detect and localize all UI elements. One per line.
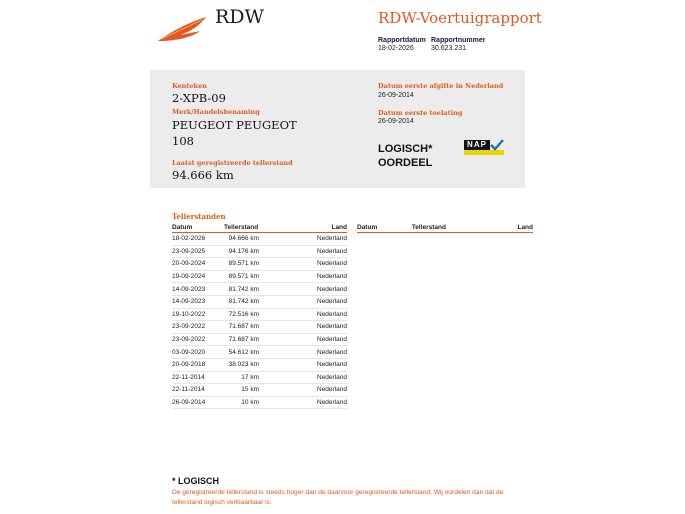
row-country: Nederland xyxy=(259,396,347,409)
column-header-country: Land xyxy=(259,223,347,233)
row-country: Nederland xyxy=(259,371,347,384)
report-number-label: Rapportnummer xyxy=(431,37,486,44)
row-reading: 89.571 km xyxy=(224,258,259,271)
row-country: Nederland xyxy=(259,308,347,321)
row-reading: 94.176 km xyxy=(224,245,259,258)
row-country: Nederland xyxy=(259,384,347,397)
column-header-date: Datum xyxy=(357,223,411,233)
table-row xyxy=(172,321,347,334)
row-reading: 81.742 km xyxy=(224,295,259,308)
report-date-label: Rapportdatum xyxy=(378,37,426,44)
table-row xyxy=(172,358,347,371)
row-reading: 72.516 km xyxy=(224,308,259,321)
row-date: 23-09-2025 xyxy=(172,245,224,258)
first-admission-date: 26-09-2014 xyxy=(378,118,414,125)
row-country: Nederland xyxy=(259,358,347,371)
nap-badge xyxy=(464,140,504,156)
row-reading: 71.687 km xyxy=(224,321,259,334)
table-row xyxy=(172,371,347,384)
row-date: 19-10-2022 xyxy=(172,308,224,321)
row-date: 26-09-2014 xyxy=(172,396,224,409)
plate-label: Kenteken xyxy=(172,82,207,90)
row-date: 14-09-2023 xyxy=(172,283,224,296)
row-reading: 10 km xyxy=(224,396,259,409)
report-date: 18-02-2026 xyxy=(378,45,414,52)
table-row xyxy=(172,245,347,258)
row-date: 23-09-2022 xyxy=(172,321,224,334)
column-header-reading: Tellerstand xyxy=(411,223,446,231)
table-header-row xyxy=(357,223,533,233)
table-row xyxy=(172,283,347,296)
row-country: Nederland xyxy=(259,270,347,283)
report-title: RDW-Voertuigrapport xyxy=(378,9,542,27)
brand-name: RDW xyxy=(215,6,265,28)
odometer-value: 94.666 km xyxy=(172,168,234,182)
table-row xyxy=(172,233,347,246)
row-date: 20-09-2024 xyxy=(172,258,224,271)
row-country: Nederland xyxy=(259,233,347,246)
table-row xyxy=(172,333,347,346)
nap-badge-text: NAP xyxy=(464,140,490,150)
row-reading: 17 km xyxy=(224,371,259,384)
footnote-title: * LOGISCH xyxy=(172,476,220,486)
row-country: Nederland xyxy=(259,258,347,271)
first-nl-label: Datum eerste afgifte in Nederland xyxy=(378,82,504,90)
row-reading: 54.612 km xyxy=(224,346,259,359)
row-reading: 38.023 km xyxy=(224,358,259,371)
table-row xyxy=(172,384,347,397)
row-country: Nederland xyxy=(259,283,347,296)
row-country: Nederland xyxy=(259,245,347,258)
row-country: Nederland xyxy=(259,295,347,308)
row-reading: 81.742 km xyxy=(224,283,259,296)
make-line-1: PEUGEOT PEUGEOT xyxy=(172,118,297,132)
odometer-label: Laatst geregistreerde tellerstand xyxy=(172,159,293,167)
row-date: 03-09-2020 xyxy=(172,346,224,359)
table-row xyxy=(172,270,347,283)
table-row xyxy=(172,295,347,308)
row-date: 19-09-2024 xyxy=(172,270,224,283)
verdict-line-2: OORDEEL xyxy=(378,157,433,169)
row-country: Nederland xyxy=(259,321,347,334)
table-header-row xyxy=(172,223,347,233)
make-label: Merk/Handelsbenaming xyxy=(172,108,260,116)
row-date: 23-09-2022 xyxy=(172,333,224,346)
table-row xyxy=(172,308,347,321)
table-row xyxy=(172,346,347,359)
row-date: 18-02-2026 xyxy=(172,233,224,246)
first-nl-date: 26-09-2014 xyxy=(378,92,414,99)
row-reading: 71.687 km xyxy=(224,333,259,346)
make-line-2: 108 xyxy=(172,134,194,148)
odometer-table xyxy=(172,223,347,409)
row-reading: 15 km xyxy=(224,384,259,397)
table-row xyxy=(172,396,347,409)
odometer-history-title: Tellerstanden xyxy=(172,212,226,221)
column-header-country: Land xyxy=(446,223,533,233)
footnote-text: De geregistreerde tellerstand is steeds hoger dan de daarvoor geregistreerde tellerstand. Wij oordelen dan dat de tellerstand logisch verklaarbaar is. xyxy=(172,489,504,506)
row-date: 14-09-2023 xyxy=(172,295,224,308)
rdw-logo-icon xyxy=(156,15,208,43)
report-number: 30.623.231 xyxy=(431,45,467,52)
verdict-line-1: LOGISCH* xyxy=(378,143,433,155)
column-header-date: Datum xyxy=(172,223,224,233)
row-country: Nederland xyxy=(259,346,347,359)
row-date: 22-11-2014 xyxy=(172,384,224,397)
odometer-table-second-column xyxy=(357,223,533,233)
column-header-reading: Tellerstand xyxy=(224,223,259,231)
checkmark-icon xyxy=(490,139,504,151)
table-row xyxy=(172,258,347,271)
plate-value: 2-XPB-09 xyxy=(172,91,226,105)
row-reading: 94.666 km xyxy=(224,233,259,246)
first-admission-label: Datum eerste toelating xyxy=(378,109,463,117)
row-reading: 89.571 km xyxy=(224,270,259,283)
row-date: 22-11-2014 xyxy=(172,371,224,384)
row-country: Nederland xyxy=(259,333,347,346)
row-date: 20-09-2018 xyxy=(172,358,224,371)
